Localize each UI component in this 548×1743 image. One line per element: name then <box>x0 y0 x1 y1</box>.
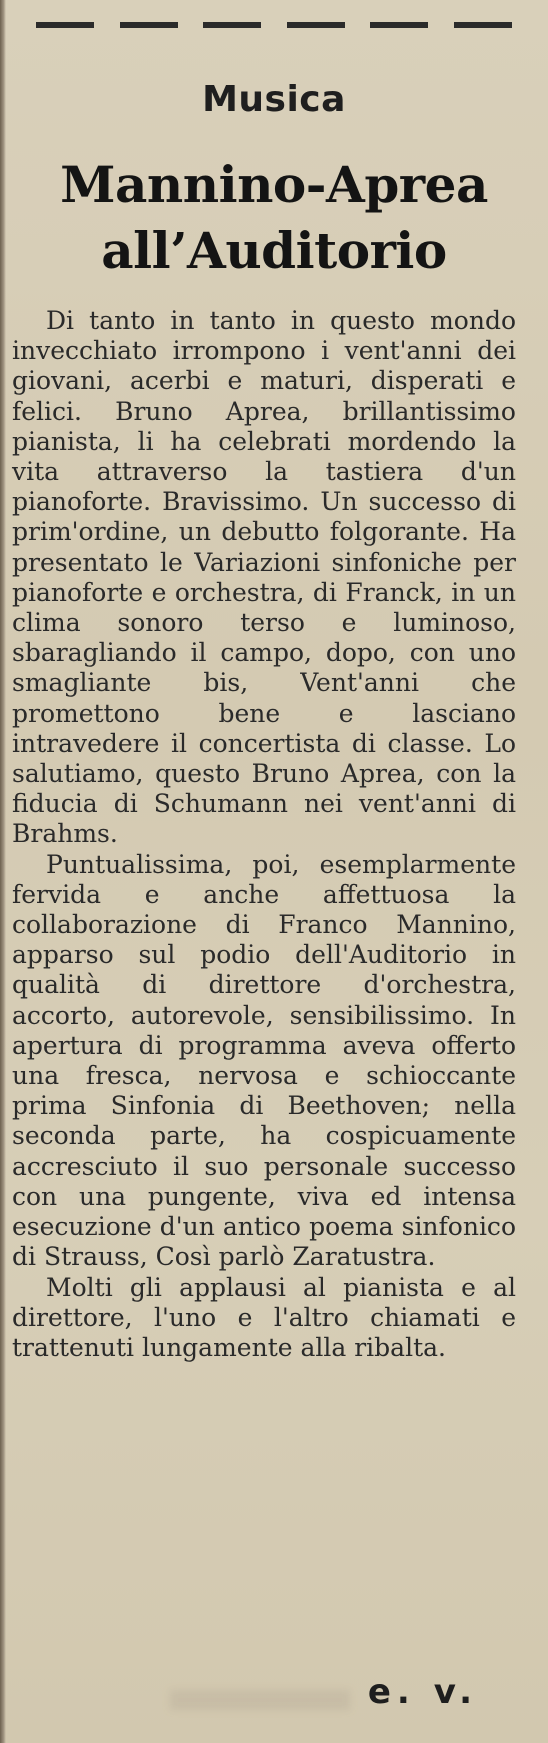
rule-dash <box>370 22 428 28</box>
rule-dash <box>120 22 178 28</box>
article-paragraph-2: Puntualissima, poi, esemplarmente fervida e anche affettuosa la collaborazione di Franco Mannino, apparso sul podio dell'Auditorio in qualità di direttore d'orchestra, accorto, autorevole, sensibilissimo. In apertura di programma aveva offerto una fresca, nervosa e schioccante prima Sinfonia di Beethoven; nella seconda parte, ha cospicuamente accresciuto il suo personale successo con una pungente, viva ed intensa esecuzione d'un antico poema sinfonico di Strauss, Così parlò Zaratustra. <box>12 849 516 1272</box>
rule-dash <box>203 22 261 28</box>
rule-dash <box>454 22 512 28</box>
article-paragraph-3: Molti gli applausi al pianista e al direttore, l'uno e l'altro chiamati e trattenuti lungamente alla ribalta. <box>12 1272 516 1362</box>
print-bleed-through <box>170 1690 350 1710</box>
author-signature: e. v. <box>367 1672 478 1712</box>
article-body <box>12 306 516 1363</box>
section-kicker: Musica <box>202 79 346 120</box>
article-headline: Mannino-Aprea all’Auditorio <box>60 155 488 280</box>
article-paragraph-1: Di tanto in tanto in questo mondo invecchiato irrompono i vent'anni dei giovani, acerbi e maturi, disperati e felici. Bruno Aprea, brillantissimo pianista, li ha celebrati mordendo la vita attraverso la tastiera d'un pianoforte. Bravissimo. Un successo di prim'ordine, un debutto folgorante. Ha presentato le Variazioni sinfoniche per pianoforte e orchestra, di Franck, in un clima sonoro terso e luminoso, sbaragliando il campo, dopo, con uno smagliante bis, Vent'anni che promettono bene e lasciano intravedere il concertista di classe. Lo salutiamo, questo Bruno Aprea, con la fiducia di Schumann nei vent'anni di Brahms. <box>12 306 516 849</box>
rule-dash <box>287 22 345 28</box>
dashed-header-rule <box>36 22 512 30</box>
rule-dash <box>36 22 94 28</box>
